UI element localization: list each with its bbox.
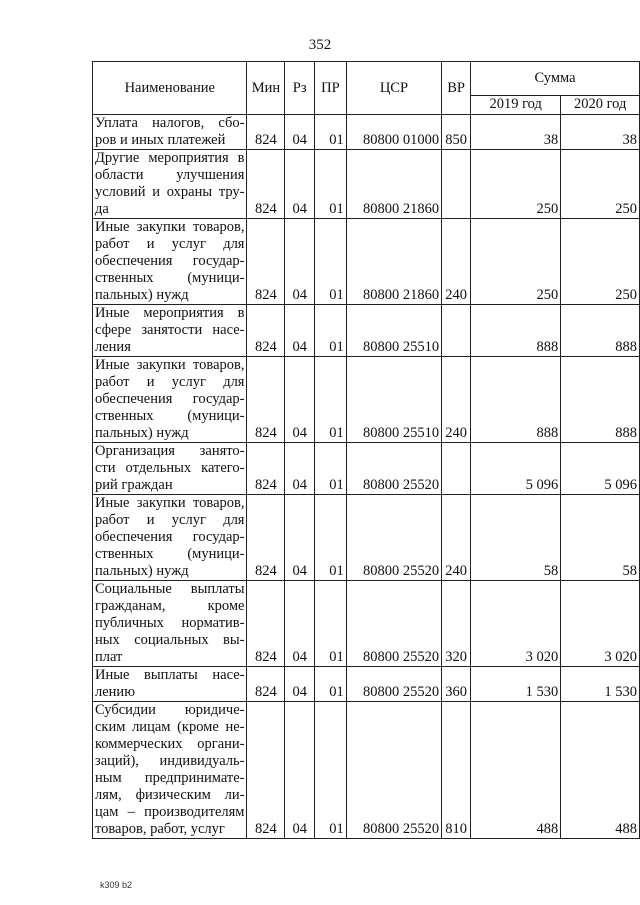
row-rz: 04 — [285, 495, 315, 581]
row-pr: 01 — [315, 357, 347, 443]
row-name-line: ных социальных вы- — [95, 632, 245, 648]
row-min: 824 — [247, 702, 285, 839]
row-name — [93, 115, 247, 150]
budget-table — [92, 61, 640, 839]
row-sum-2019: 58 — [471, 495, 561, 581]
row-sum-2020: 250 — [561, 219, 640, 305]
row-vr: 240 — [442, 219, 471, 305]
row-sum-2019: 5 096 — [471, 443, 561, 495]
row-name-line: плат — [95, 649, 123, 665]
table-body — [93, 115, 640, 839]
row-pr: 01 — [315, 219, 347, 305]
row-pr: 01 — [315, 667, 347, 702]
footer-code: k309 b2 — [100, 880, 133, 890]
row-name-line: работ и услуг для — [95, 236, 245, 252]
row-name-line: Уплата налогов, сбо- — [95, 115, 245, 131]
row-min: 824 — [247, 667, 285, 702]
row-vr — [442, 443, 471, 495]
row-rz: 04 — [285, 702, 315, 839]
row-sum-2020: 5 096 — [561, 443, 640, 495]
row-vr: 240 — [442, 495, 471, 581]
row-name-line: ственных (муници- — [95, 408, 245, 424]
row-name-line: Иные закупки товаров, — [95, 357, 245, 373]
row-name-line: условий и охраны тру- — [95, 184, 245, 200]
row-vr: 240 — [442, 357, 471, 443]
row-csr: 80800 25520 — [346, 495, 441, 581]
row-name-line: обеспечения государ- — [95, 391, 245, 407]
row-name-line: ственных (муници- — [95, 270, 245, 286]
row-name-line: заций), индивидуаль- — [95, 753, 245, 769]
row-name-line: Социальные выплаты — [95, 581, 245, 597]
row-name-line: области улучшения — [95, 167, 245, 183]
row-csr: 80800 25510 — [346, 357, 441, 443]
row-name-line: да — [95, 201, 109, 217]
row-name-line: ским лицам (кроме не- — [95, 719, 245, 735]
row-sum-2020: 38 — [561, 115, 640, 150]
row-vr — [442, 305, 471, 357]
table-row — [93, 219, 640, 305]
row-pr: 01 — [315, 115, 347, 150]
row-name-line: ственных (муници- — [95, 546, 245, 562]
row-name-line: публичных норматив- — [95, 615, 245, 631]
header-min: Мин — [247, 62, 285, 115]
table-row — [93, 702, 640, 839]
row-pr: 01 — [315, 702, 347, 839]
table-row — [93, 357, 640, 443]
row-name — [93, 150, 247, 219]
row-name-line: Субсидии юридиче- — [95, 702, 245, 718]
row-sum-2020: 888 — [561, 305, 640, 357]
row-rz: 04 — [285, 305, 315, 357]
row-sum-2019: 888 — [471, 305, 561, 357]
row-name-line: Иные выплаты насе- — [95, 667, 245, 683]
header-sum: Сумма — [471, 62, 640, 96]
row-name-line: обеспечения государ- — [95, 529, 245, 545]
row-name-line: цам – производителям — [95, 804, 245, 820]
row-name-line: сти отдельных катего- — [95, 460, 245, 476]
row-name-line: пальных) нужд — [95, 563, 189, 579]
row-name-line: сфере занятости насе- — [95, 322, 245, 338]
row-sum-2020: 58 — [561, 495, 640, 581]
row-name-line: ным предпринимате- — [95, 770, 245, 786]
row-name-line: Иные закупки товаров, — [95, 219, 245, 235]
row-name — [93, 495, 247, 581]
row-name — [93, 581, 247, 667]
row-vr: 320 — [442, 581, 471, 667]
row-sum-2019: 250 — [471, 219, 561, 305]
row-name-line: работ и услуг для — [95, 512, 245, 528]
row-name-line: обеспечения государ- — [95, 253, 245, 269]
table-row — [93, 115, 640, 150]
row-sum-2019: 3 020 — [471, 581, 561, 667]
row-name — [93, 667, 247, 702]
page-number: 352 — [308, 37, 332, 53]
row-vr: 850 — [442, 115, 471, 150]
row-pr: 01 — [315, 495, 347, 581]
row-sum-2019: 488 — [471, 702, 561, 839]
row-min: 824 — [247, 115, 285, 150]
row-rz: 04 — [285, 443, 315, 495]
row-min: 824 — [247, 150, 285, 219]
row-name-line: лям, физическим ли- — [95, 787, 245, 803]
table-row — [93, 581, 640, 667]
row-min: 824 — [247, 495, 285, 581]
row-min: 824 — [247, 443, 285, 495]
row-name-line: ления — [95, 339, 131, 355]
row-name-line: Иные закупки товаров, — [95, 495, 245, 511]
row-min: 824 — [247, 219, 285, 305]
header-year-2019: 2019 год — [471, 95, 561, 114]
row-csr: 80800 25510 — [346, 305, 441, 357]
row-csr: 80800 25520 — [346, 581, 441, 667]
row-name-line: пальных) нужд — [95, 425, 189, 441]
row-rz: 04 — [285, 219, 315, 305]
row-csr: 80800 01000 — [346, 115, 441, 150]
row-sum-2020: 488 — [561, 702, 640, 839]
row-rz: 04 — [285, 115, 315, 150]
row-min: 824 — [247, 305, 285, 357]
row-min: 824 — [247, 581, 285, 667]
row-vr: 360 — [442, 667, 471, 702]
row-rz: 04 — [285, 150, 315, 219]
row-csr: 80800 25520 — [346, 702, 441, 839]
row-sum-2019: 888 — [471, 357, 561, 443]
row-name-line: Организация занято- — [95, 443, 245, 459]
row-sum-2019: 38 — [471, 115, 561, 150]
row-rz: 04 — [285, 357, 315, 443]
row-name — [93, 219, 247, 305]
row-sum-2019: 250 — [471, 150, 561, 219]
table-row — [93, 667, 640, 702]
row-name-line: коммерческих органи- — [95, 736, 245, 752]
row-vr — [442, 150, 471, 219]
row-pr: 01 — [315, 305, 347, 357]
table-row — [93, 150, 640, 219]
header-name: Наименование — [93, 62, 247, 115]
row-sum-2020: 250 — [561, 150, 640, 219]
row-name-line: гражданам, кроме — [95, 598, 245, 614]
row-sum-2020: 888 — [561, 357, 640, 443]
row-name-line: товаров, работ, услуг — [95, 821, 225, 837]
table-row — [93, 495, 640, 581]
row-csr: 80800 21860 — [346, 150, 441, 219]
row-rz: 04 — [285, 581, 315, 667]
row-csr: 80800 25520 — [346, 443, 441, 495]
row-pr: 01 — [315, 581, 347, 667]
row-rz: 04 — [285, 667, 315, 702]
table-row — [93, 443, 640, 495]
header-rz: Рз — [285, 62, 315, 115]
row-sum-2020: 1 530 — [561, 667, 640, 702]
row-name-line: пальных) нужд — [95, 287, 189, 303]
row-pr: 01 — [315, 150, 347, 219]
row-min: 824 — [247, 357, 285, 443]
row-name-line: лению — [95, 684, 136, 700]
row-name-line: Другие мероприятия в — [95, 150, 245, 166]
row-pr: 01 — [315, 443, 347, 495]
table-row — [93, 305, 640, 357]
row-name-line: работ и услуг для — [95, 374, 245, 390]
header-csr: ЦСР — [346, 62, 441, 115]
header-vr: ВР — [442, 62, 471, 115]
row-vr: 810 — [442, 702, 471, 839]
row-name — [93, 357, 247, 443]
row-name-line: Иные мероприятия в — [95, 305, 245, 321]
row-csr: 80800 21860 — [346, 219, 441, 305]
row-sum-2019: 1 530 — [471, 667, 561, 702]
row-name — [93, 702, 247, 839]
header-pr: ПР — [315, 62, 347, 115]
row-name-line: рий граждан — [95, 477, 173, 493]
row-name — [93, 443, 247, 495]
row-name-line: ров и иных платежей — [95, 132, 226, 148]
row-name — [93, 305, 247, 357]
row-csr: 80800 25520 — [346, 667, 441, 702]
row-sum-2020: 3 020 — [561, 581, 640, 667]
header-year-2020: 2020 год — [561, 95, 640, 114]
